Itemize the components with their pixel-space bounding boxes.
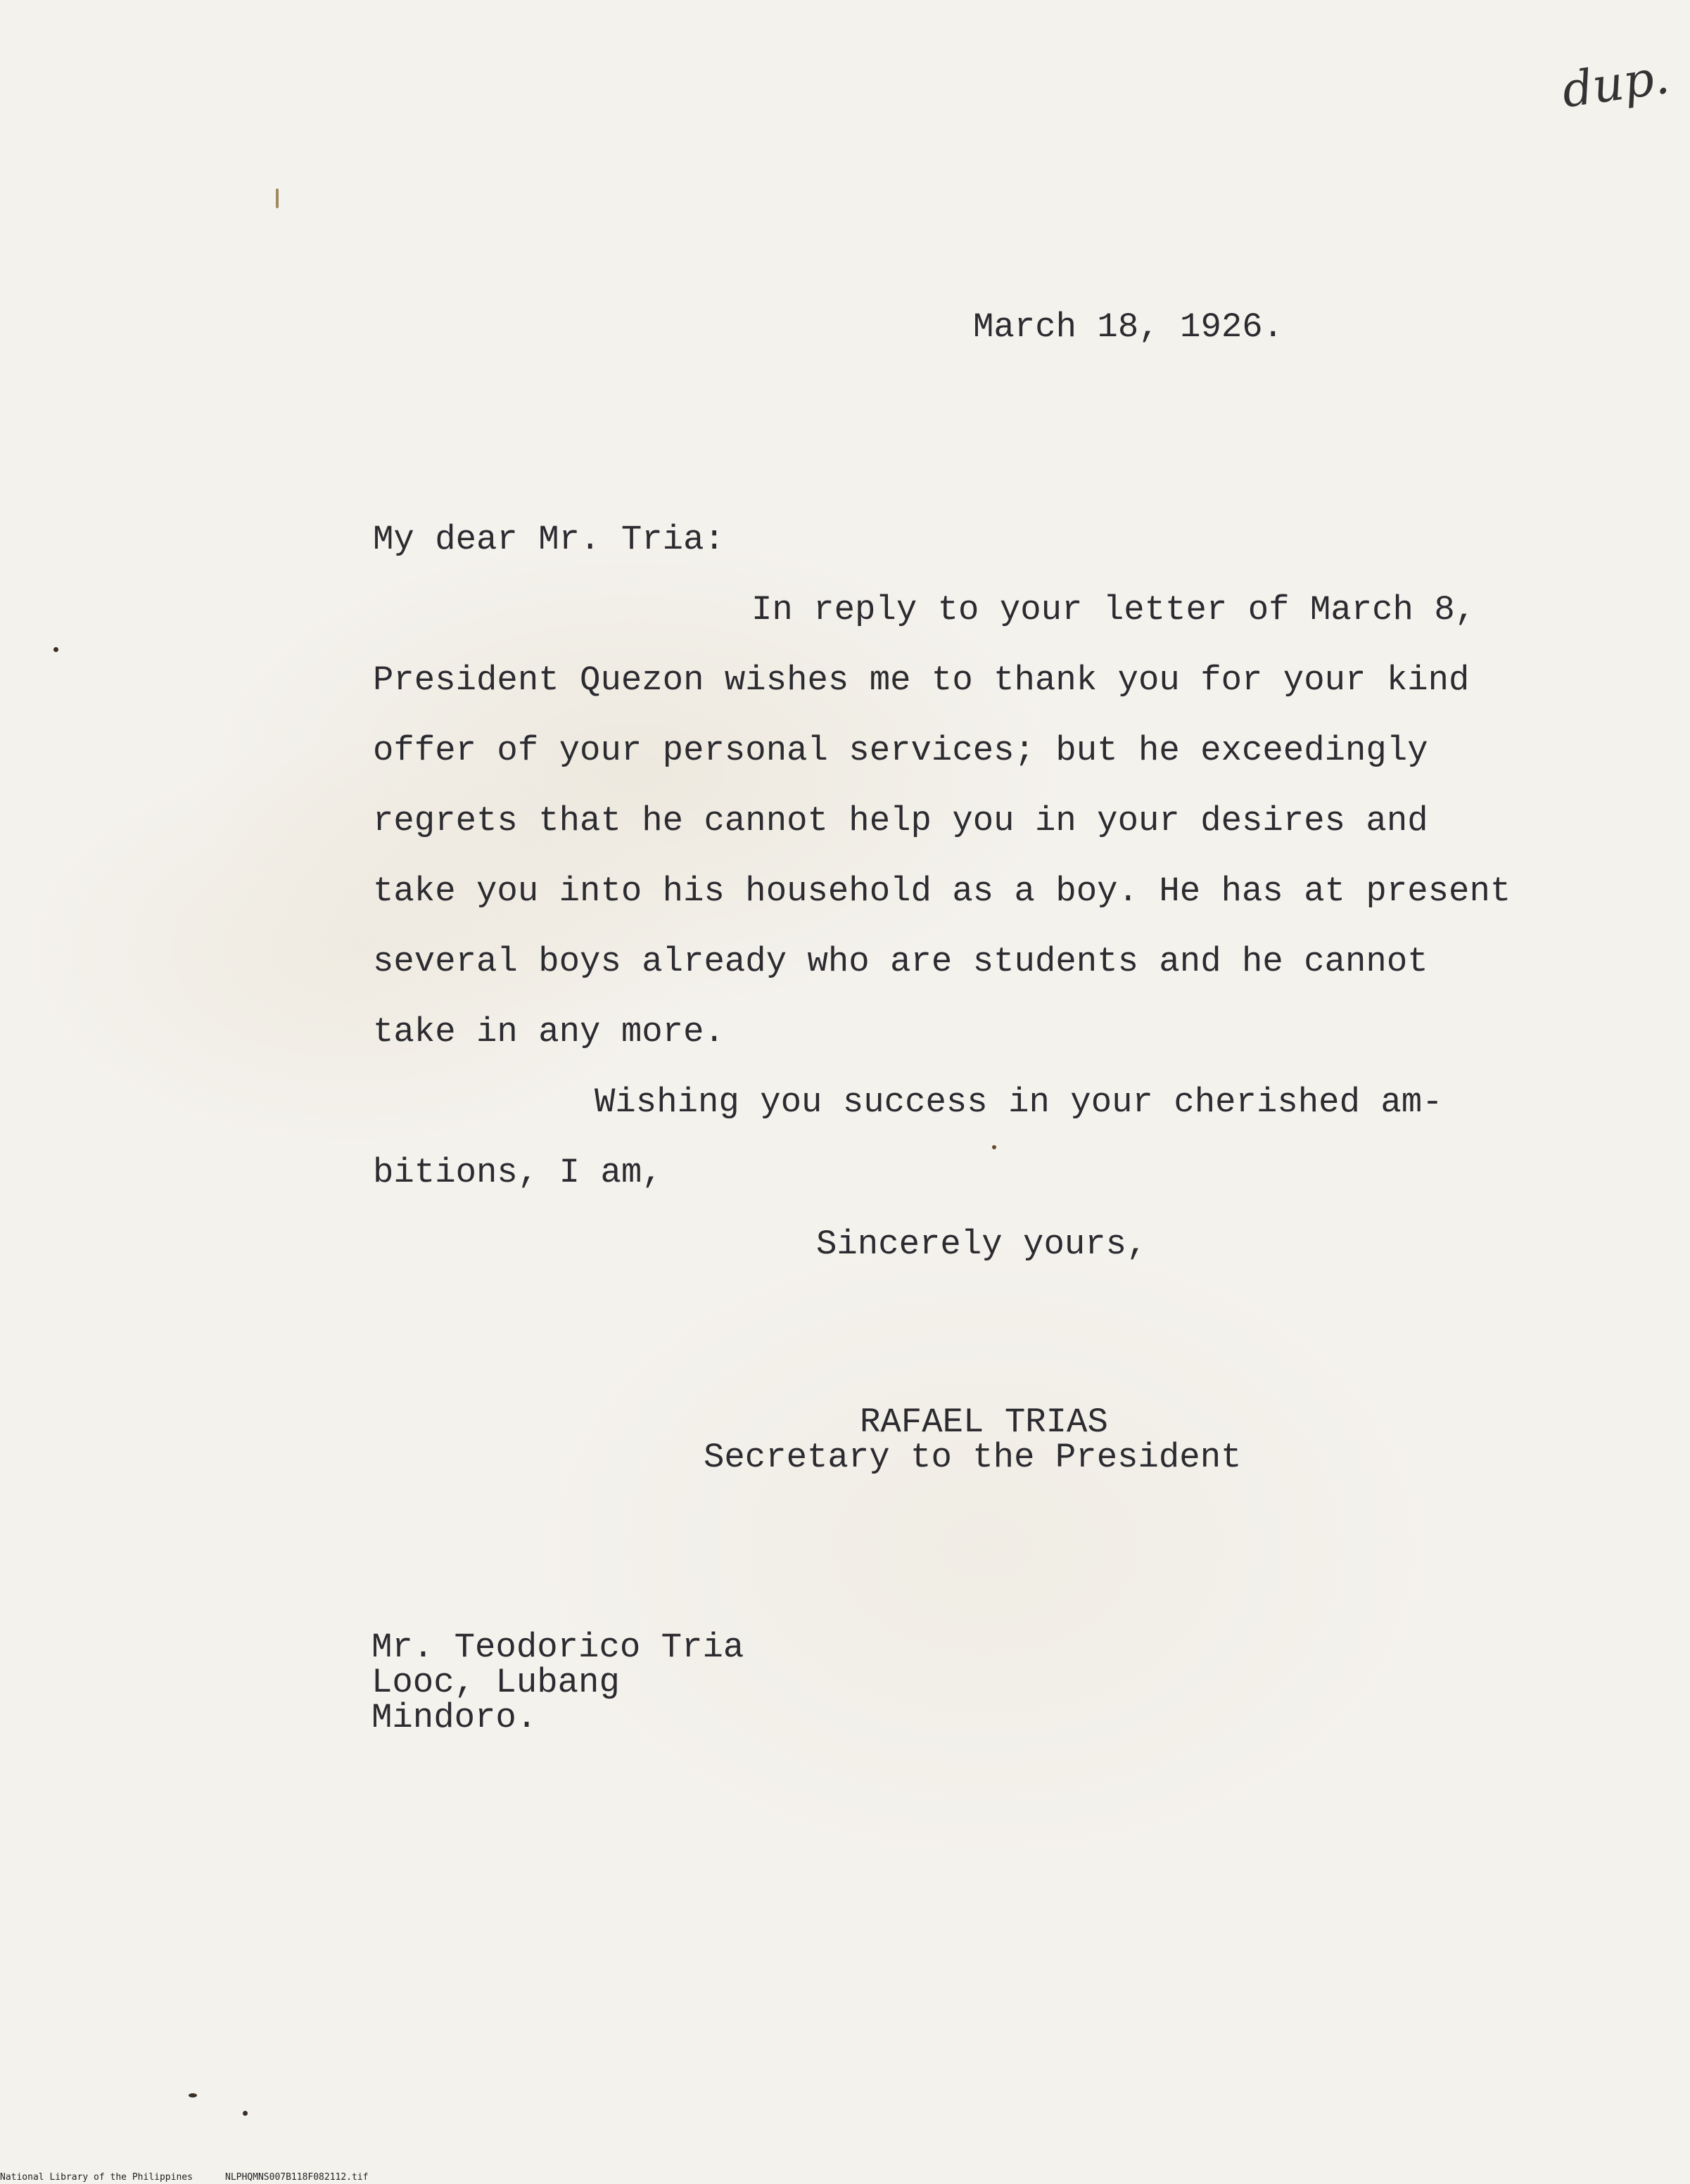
footer-filename: NLPHQMNS007B118F082112.tif (225, 2172, 369, 2183)
paper-speck (53, 647, 58, 652)
body-line-6: several boys already who are students and he cannot (373, 942, 1428, 981)
paper-speck (992, 1145, 996, 1149)
paper-speck (189, 2093, 197, 2097)
paper-stain (276, 189, 279, 208)
letter-date: March 18, 1926. (973, 307, 1284, 347)
salutation: My dear Mr. Tria: (373, 520, 725, 559)
body-line-8: Wishing you success in your cherished am- (595, 1083, 1443, 1122)
closing: Sincerely yours, (816, 1225, 1148, 1264)
signer-name: RAFAEL TRIAS (860, 1403, 1108, 1442)
recipient-name: Mr. Teodorico Tria (371, 1628, 744, 1667)
body-line-9: bitions, I am, (373, 1153, 663, 1192)
body-line-7: take in any more. (373, 1012, 725, 1052)
body-line-1: In reply to your letter of March 8, (751, 590, 1476, 630)
paper-speck (243, 2111, 248, 2116)
body-line-5: take you into his household as a boy. He has at present (373, 871, 1511, 911)
signer-title: Secretary to the President (704, 1438, 1242, 1477)
handwritten-note: dup. (1558, 49, 1673, 120)
footer-institution: National Library of the Philippines (0, 2172, 193, 2183)
recipient-address-line2: Mindoro. (371, 1698, 538, 1737)
body-line-3: offer of your personal services; but he exceedingly (373, 731, 1428, 770)
body-line-2: President Quezon wishes me to thank you for your kind (373, 660, 1470, 700)
body-line-4: regrets that he cannot help you in your desires and (373, 801, 1428, 841)
recipient-address-line1: Looc, Lubang (371, 1663, 620, 1702)
